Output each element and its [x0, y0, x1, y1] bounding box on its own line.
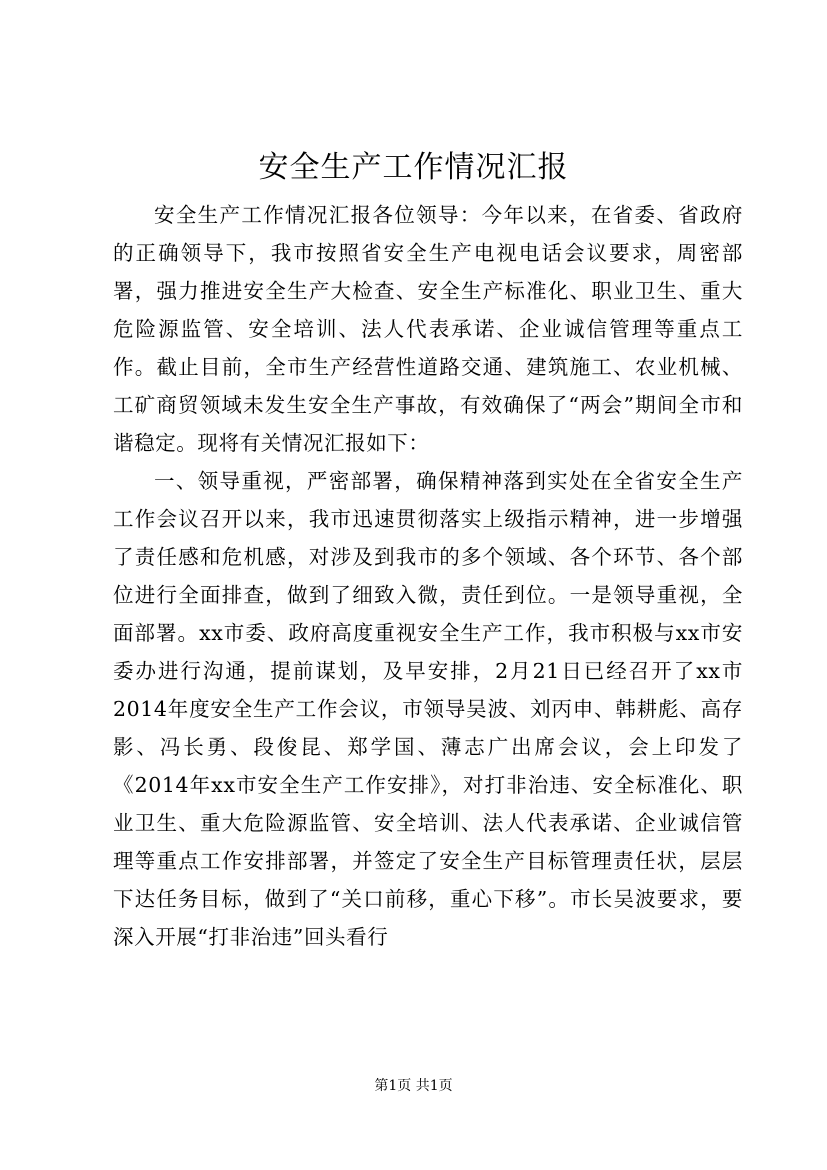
document-title: 安全生产工作情况汇报: [258, 150, 569, 185]
page-number-footer: 第1页 共1页: [374, 1078, 453, 1094]
paragraph-section-one: 一、领导重视，严密部署，确保精神落到实处在全省安全生产工作会议召开以来，我市迅速贯彻落实上级指示精神，进一步增强了责任感和危机感，对涉及到我市的多个领域、各个环节、各个部位进行全面排查，做到了细致入微，责任到位。一是领导重视，全面部署。xx市委、政府高度重视安全生产工作，我市积极与xx市安委办进行沟通，提前谋划，及早安排，2月21日已经召开了xx市2014年度安全生产工作会议，市领导吴波、刘丙申、韩耕彪、高存影、冯长勇、段俊昆、郑学国、薄志广出席会议，会上印发了《2014年xx市安全生产工作安排》，对打非治违、安全标准化、职业卫生、重大危险源监管、安全培训、法人代表承诺、企业诚信管理等重点工作安排部署，并签定了安全生产目标管理责任状，层层下达任务目标，做到了“关口前移，重心下移”。市长吴波要求，要深入开展“打非治违”回头看行: [113, 469, 743, 949]
paragraph-intro: 安全生产工作情况汇报各位领导：今年以来，在省委、省政府的正确领导下，我市按照省安全生产电视电话会议要求，周密部署，强力推进安全生产大检查、安全生产标准化、职业卫生、重大危险源监管、安全培训、法人代表承诺、企业诚信管理等重点工作。截止目前，全市生产经营性道路交通、建筑施工、农业机械、工矿商贸领域未发生安全生产事故，有效确保了“两会”期间全市和谐稳定。现将有关情况汇报如下：: [113, 203, 743, 455]
document-body: [113, 196, 743, 956]
